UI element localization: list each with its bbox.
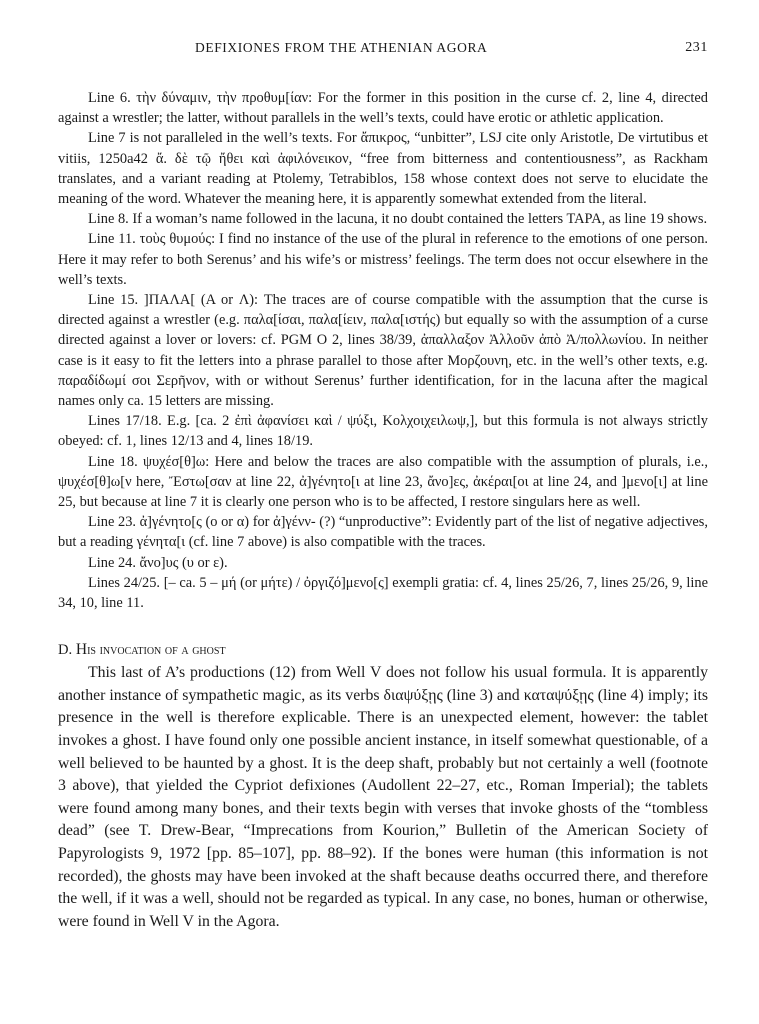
section-letter: D. <box>58 642 73 659</box>
page-number: 231 <box>685 40 708 55</box>
body-paragraph: This last of A’s productions (12) from Well V does not follow his usual formula. It is apparently another instance of sympathetic magic, as its verbs διαψύξῃς (line 3) and καταψύξῃς (line 4) imply; its presence in the well is therefore explicable. There is an unexpected element, however: the tablet invokes a ghost. I have found only one possible ancient instance, in itself somewhat questionable, of a well believed to be haunted by a ghost. It is the deep shaft, probably but not certainly a well (footnote 3 above), that yielded the Cypriot defixiones (Audollent 22–27, etc., Roman Imperial); the tablets were found among many bones, and their texts begin with verses that invoke ghosts of the “tombless dead” (see T. Drew-Bear, “Imprecations from Kourion,” Bulletin of the American Society of Papyrologists 9, 1972 [pp. 85–107], pp. 88–92). If the bones were human (this information is not recorded), the ghosts may have been invoked at the shaft because deaths occurred there, and therefore the well, if it was a well, should not be regarded as typical. In any case, no bones, human or otherwise, were found in Well V in the Agora. <box>58 664 708 930</box>
note-lines-24-25: Lines 24/25. [– ca. 5 – μή (or μήτε) / ὀργιζό]μενο[ς] exempli gratia: cf. 4, lines 25/26, 7, lines 25/26, 9, line 34, 10, line 11. <box>58 574 708 612</box>
running-head <box>58 40 708 62</box>
section-heading <box>58 640 708 660</box>
note-line-6: Line 6. τὴν δύναμιν, τὴν προθυμ[ίαν: For the former in this position in the curse cf. 2, line 4, directed against a wrestler; the latter, without parallels in the well’s texts, could have erotic or athletic application. <box>58 90 708 127</box>
note-line-11: Line 11. τοὺς θυμούς: I find no instance of the use of the plural in reference to the emotions of one person. Here it may refer to both Serenus’ and his wife’s or mistress’ feelings. The term does not occur elsewhere in the well’s texts. <box>58 231 708 288</box>
section-title-initial: H <box>75 641 88 659</box>
section-title-rest: is invocation of a ghost <box>87 642 226 659</box>
note-line-15: Line 15. ]ΠΑΛΑ[ (Α or Λ): The traces are of course compatible with the assumption that the curse is directed against a wrestler (e.g. παλα[ίσαι, παλα[ίειν, παλα[ιστής) but equally so with the assumption of a curse directed against a lover or lovers: cf. PGM O 2, lines 38/39, ἀπαλλαξον Ἀλλοῦν ἀπὸ Ἀ/πολλωνίου. In neither case is it easy to fit the letters into a phrase parallel to those after Μορζουνη, etc. in the well’s other texts, e.g. παραδίδωμί σοι Σερῆνον, with or without Serenus’ further identification, for in the lacuna after the magical names only ca. 15 letters are missing. <box>58 292 708 410</box>
section-body <box>58 662 708 933</box>
note-line-18: Line 18. ψυχέσ[θ]ω: Here and below the traces are also compatible with the assumption of plurals, i.e., ψυχέσ[θ]ω[ν here, Ἔστω[σαν at line 22, ἀ]γένητο[ι at line 23, ἄνο]ες, ἀκέραι[οι at line 24, and ]μενο[ι] at line 25, but because at line 7 it is clearly one person who is to be affected, I restore singulars here as well. <box>58 453 708 511</box>
note-lines-17-18: Lines 17/18. E.g. [ca. 2 ἐπὶ ἀφανίσει καὶ / ψύξι, Κολχοιχειλωψ,], but this formula is not always strictly obeyed: cf. 1, lines 12/13 and 4, lines 18/19. <box>58 413 708 450</box>
note-line-24: Line 24. ἄνο]υς (υ or ε). <box>88 554 228 571</box>
note-line-23: Line 23. ἀ]γένητο[ς (ο or α) for ἀ]γένν- (?) “unproductive”: Evidently part of the list of negative adjectives, but a reading γένητα[ι (cf. line 7 above) is also compatible with the traces. <box>58 514 708 551</box>
note-line-7: Line 7 is not paralleled in the well’s texts. For ἄπικρος, “unbitter”, LSJ cite only Aristotle, De virtutibus et vitiis, 1250a42 ἄ. δὲ τῷ ἤθει καὶ ἀφιλόνεικον, “free from bitterness and contentiousness”, as Rackham translates, and a variant reading at Ptolemy, Tetrabiblos, 158 whose context does not serve to elucidate the meaning of the word. Whatever the meaning here, it is apparently somewhat extended from the literal. <box>58 130 708 208</box>
page <box>58 40 708 933</box>
note-line-8: Line 8. If a woman’s name followed in the lacuna, it no doubt contained the letters TAPA, as line 19 shows. <box>88 211 708 228</box>
running-head-title: DEFIXIONES FROM THE ATHENIAN AGORA <box>195 40 488 55</box>
line-commentary <box>58 88 708 613</box>
